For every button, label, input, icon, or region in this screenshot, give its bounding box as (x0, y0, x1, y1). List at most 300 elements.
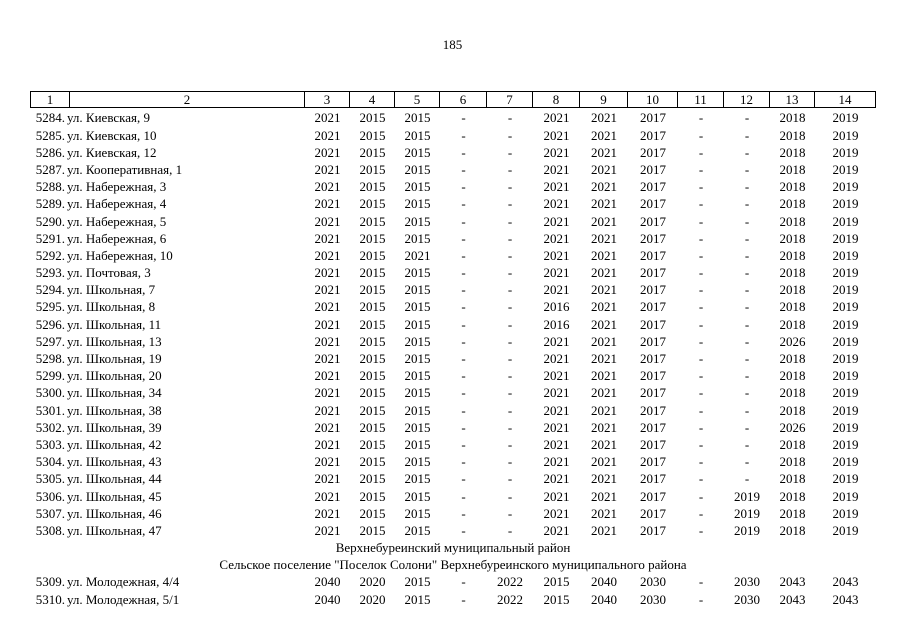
cell-col-7: - (507, 196, 513, 212)
row-address: ул. Школьная, 44 (67, 471, 162, 487)
cell-col-8: 2021 (543, 179, 570, 195)
cell-col-6: - (461, 471, 466, 487)
header-cell-col-6: 6 (440, 92, 487, 107)
cell-col-8: 2021 (543, 196, 570, 212)
cell-col-13: 2018 (779, 110, 806, 126)
cell-col-4: 2015 (359, 419, 386, 435)
row-number: 5289. (35, 196, 65, 212)
cell-col-6: - (461, 368, 466, 384)
cell-col-14: 2019 (832, 110, 859, 126)
cell-col-12: - (744, 299, 750, 315)
table-row (30, 573, 876, 590)
cell-col-11: - (698, 454, 704, 470)
row-number: 5301. (35, 402, 65, 418)
cell-col-11: - (698, 402, 704, 418)
cell-col-3: 2021 (314, 213, 341, 229)
table-row (30, 367, 876, 384)
cell-col-4: 2015 (359, 299, 386, 315)
cell-col-9: 2021 (591, 127, 617, 143)
cell-col-8: 2021 (543, 351, 570, 367)
cell-col-9: 2021 (591, 368, 617, 384)
cell-col-10: 2017 (640, 488, 666, 504)
header-cell-col-14: 14 (815, 92, 876, 107)
cell-col-9: 2021 (591, 436, 617, 452)
cell-col-13: 2018 (779, 127, 806, 143)
cell-col-11: - (698, 574, 704, 590)
cell-col-13: 2018 (779, 454, 806, 470)
cell-col-14: 2019 (832, 419, 859, 435)
cell-col-6: - (461, 385, 466, 401)
cell-col-13: 2018 (779, 213, 806, 229)
header-cell-col-8: 8 (533, 92, 580, 107)
cell-col-14: 2019 (832, 488, 859, 504)
cell-col-9: 2021 (591, 454, 617, 470)
cell-col-13: 2018 (779, 179, 806, 195)
cell-col-10: 2017 (640, 179, 666, 195)
row-number: 5295. (35, 299, 65, 315)
cell-col-6: - (461, 488, 466, 504)
cell-col-9: 2040 (591, 574, 617, 590)
cell-col-6: - (461, 316, 466, 332)
cell-col-6: - (461, 196, 466, 212)
cell-col-11: - (698, 230, 704, 246)
table-row (30, 109, 876, 126)
cell-col-9: 2021 (591, 333, 617, 349)
row-number: 5303. (35, 436, 65, 452)
cell-col-6: - (461, 402, 466, 418)
row-number: 5288. (35, 179, 65, 195)
cell-col-6: - (461, 299, 466, 315)
cell-col-3: 2021 (314, 368, 341, 384)
cell-col-14: 2019 (832, 454, 859, 470)
cell-col-11: - (698, 179, 704, 195)
row-address: ул. Молодежная, 5/1 (67, 591, 180, 607)
cell-col-8: 2021 (543, 282, 570, 298)
cell-col-3: 2021 (314, 247, 341, 263)
cell-col-5: 2015 (404, 368, 431, 384)
table-row (30, 264, 876, 281)
row-address: ул. Кооперативная, 1 (67, 161, 183, 177)
table-row (30, 453, 876, 470)
cell-col-14: 2019 (832, 436, 859, 452)
cell-col-11: - (698, 505, 704, 521)
header-cell-col-13: 13 (770, 92, 815, 107)
cell-col-9: 2021 (591, 402, 617, 418)
cell-col-14: 2019 (832, 402, 859, 418)
header-cell-col-11: 11 (678, 92, 724, 107)
cell-col-5: 2015 (404, 265, 431, 281)
cell-col-14: 2019 (832, 282, 859, 298)
row-number: 5285. (35, 127, 65, 143)
cell-col-9: 2021 (591, 110, 617, 126)
cell-col-12: 2030 (734, 591, 760, 607)
cell-col-3: 2021 (314, 402, 341, 418)
cell-col-3: 2021 (314, 110, 341, 126)
row-address: ул. Киевская, 9 (67, 110, 151, 126)
header-cell-col-2: 2 (70, 92, 305, 107)
row-address: ул. Набережная, 6 (67, 230, 167, 246)
cell-col-7: - (507, 179, 513, 195)
cell-col-5: 2015 (404, 282, 431, 298)
cell-col-9: 2021 (591, 488, 617, 504)
row-number: 5304. (35, 454, 65, 470)
cell-col-14: 2019 (832, 333, 859, 349)
cell-col-6: - (461, 110, 466, 126)
cell-col-5: 2015 (404, 230, 431, 246)
cell-col-8: 2021 (543, 144, 570, 160)
cell-col-13: 2018 (779, 282, 806, 298)
cell-col-11: - (698, 127, 704, 143)
table-row (30, 419, 876, 436)
row-number: 5307. (35, 505, 65, 521)
cell-col-7: - (507, 282, 513, 298)
cell-col-11: - (698, 213, 704, 229)
cell-col-13: 2026 (779, 333, 806, 349)
cell-col-13: 2018 (779, 161, 806, 177)
cell-col-12: - (744, 282, 750, 298)
row-number: 5310. (35, 591, 65, 607)
cell-col-5: 2015 (404, 333, 431, 349)
cell-col-4: 2015 (359, 351, 386, 367)
cell-col-10: 2017 (640, 333, 666, 349)
cell-col-13: 2018 (779, 265, 806, 281)
cell-col-13: 2018 (779, 505, 806, 521)
cell-col-12: 2019 (734, 522, 760, 538)
cell-col-14: 2019 (832, 213, 859, 229)
cell-col-10: 2017 (640, 127, 666, 143)
cell-col-8: 2021 (543, 110, 570, 126)
cell-col-14: 2019 (832, 127, 859, 143)
cell-col-3: 2021 (314, 316, 341, 332)
cell-col-12: 2019 (734, 488, 760, 504)
row-address: ул. Школьная, 11 (67, 316, 162, 332)
cell-col-10: 2017 (640, 454, 666, 470)
cell-col-5: 2015 (404, 402, 431, 418)
cell-col-7: - (507, 161, 513, 177)
cell-col-5: 2015 (404, 385, 431, 401)
table-row (30, 384, 876, 401)
cell-col-3: 2021 (314, 282, 341, 298)
cell-col-3: 2021 (314, 522, 341, 538)
table-row (30, 505, 876, 522)
cell-col-13: 2018 (779, 522, 806, 538)
cell-col-6: - (461, 213, 466, 229)
cell-col-7: - (507, 488, 513, 504)
row-address: ул. Школьная, 39 (67, 419, 162, 435)
cell-col-5: 2015 (404, 436, 431, 452)
cell-col-7: - (507, 454, 513, 470)
row-address: ул. Школьная, 43 (67, 454, 162, 470)
cell-col-14: 2019 (832, 505, 859, 521)
cell-col-5: 2015 (404, 488, 431, 504)
cell-col-11: - (698, 368, 704, 384)
table-row (30, 247, 876, 264)
cell-col-14: 2019 (832, 316, 859, 332)
row-address: ул. Молодежная, 4/4 (67, 574, 180, 590)
table-row (30, 213, 876, 230)
row-address: ул. Школьная, 47 (67, 522, 162, 538)
cell-col-4: 2015 (359, 282, 386, 298)
cell-col-4: 2015 (359, 402, 386, 418)
row-address: ул. Школьная, 8 (67, 299, 156, 315)
row-address: ул. Школьная, 20 (67, 368, 162, 384)
cell-col-5: 2015 (404, 351, 431, 367)
cell-col-12: - (744, 127, 750, 143)
cell-col-10: 2017 (640, 282, 666, 298)
cell-col-3: 2021 (314, 471, 341, 487)
cell-col-6: - (461, 127, 466, 143)
cell-col-8: 2021 (543, 436, 570, 452)
cell-col-3: 2021 (314, 488, 341, 504)
cell-col-4: 2015 (359, 196, 386, 212)
cell-col-14: 2019 (832, 196, 859, 212)
cell-col-12: - (744, 110, 750, 126)
cell-col-12: - (744, 333, 750, 349)
cell-col-13: 2018 (779, 402, 806, 418)
cell-col-13: 2026 (779, 419, 806, 435)
cell-col-10: 2017 (640, 368, 666, 384)
cell-col-5: 2015 (404, 299, 431, 315)
cell-col-4: 2015 (359, 265, 386, 281)
cell-col-7: - (507, 402, 513, 418)
cell-col-9: 2021 (591, 282, 617, 298)
table-row (30, 333, 876, 350)
cell-col-4: 2015 (359, 127, 386, 143)
cell-col-4: 2020 (359, 591, 386, 607)
cell-col-5: 2015 (404, 591, 431, 607)
cell-col-12: - (744, 179, 750, 195)
row-address: ул. Набережная, 4 (67, 196, 167, 212)
cell-col-8: 2021 (543, 471, 570, 487)
cell-col-9: 2021 (591, 247, 617, 263)
cell-col-14: 2019 (832, 385, 859, 401)
page-number: 185 (442, 37, 463, 52)
cell-col-4: 2015 (359, 505, 386, 521)
cell-col-11: - (698, 471, 704, 487)
cell-col-5: 2015 (404, 127, 431, 143)
row-address: ул. Школьная, 38 (67, 402, 162, 418)
table-row (30, 127, 876, 144)
cell-col-13: 2018 (779, 385, 806, 401)
cell-col-13: 2018 (779, 299, 806, 315)
cell-col-12: - (744, 230, 750, 246)
cell-col-13: 2018 (779, 351, 806, 367)
cell-col-3: 2021 (314, 230, 341, 246)
cell-col-3: 2021 (314, 196, 341, 212)
cell-col-6: - (461, 505, 466, 521)
cell-col-12: 2019 (734, 505, 760, 521)
cell-col-8: 2021 (543, 454, 570, 470)
cell-col-6: - (461, 230, 466, 246)
cell-col-7: 2022 (497, 574, 523, 590)
cell-col-3: 2021 (314, 454, 341, 470)
row-address: ул. Киевская, 10 (67, 127, 157, 143)
cell-col-4: 2015 (359, 110, 386, 126)
cell-col-14: 2019 (832, 179, 859, 195)
cell-col-4: 2015 (359, 247, 386, 263)
cell-col-6: - (461, 144, 466, 160)
cell-col-6: - (461, 574, 466, 590)
cell-col-10: 2017 (640, 385, 666, 401)
cell-col-8: 2015 (543, 591, 570, 607)
cell-col-7: - (507, 368, 513, 384)
cell-col-3: 2021 (314, 144, 341, 160)
table-body (30, 109, 876, 607)
row-address: ул. Школьная, 46 (67, 505, 162, 521)
section-heading: Сельское поселение "Поселок Солони" Верхнебуреинского муниципального района (219, 557, 687, 573)
cell-col-7: 2022 (497, 591, 523, 607)
cell-col-14: 2019 (832, 351, 859, 367)
cell-col-12: - (744, 368, 750, 384)
cell-col-8: 2021 (543, 522, 570, 538)
cell-col-6: - (461, 454, 466, 470)
cell-col-7: - (507, 299, 513, 315)
row-number: 5292. (35, 247, 65, 263)
header-cell-col-12: 12 (724, 92, 770, 107)
row-address: ул. Набережная, 3 (67, 179, 167, 195)
cell-col-3: 2021 (314, 436, 341, 452)
cell-col-9: 2021 (591, 179, 617, 195)
cell-col-7: - (507, 110, 513, 126)
cell-col-11: - (698, 436, 704, 452)
cell-col-10: 2017 (640, 230, 666, 246)
table-row (30, 470, 876, 487)
header-cell-col-7: 7 (487, 92, 533, 107)
cell-col-6: - (461, 265, 466, 281)
cell-col-8: 2021 (543, 402, 570, 418)
cell-col-12: - (744, 265, 750, 281)
cell-col-13: 2018 (779, 436, 806, 452)
cell-col-13: 2018 (779, 368, 806, 384)
cell-col-5: 2021 (404, 247, 431, 263)
cell-col-14: 2019 (832, 230, 859, 246)
row-number: 5294. (35, 282, 65, 298)
cell-col-10: 2017 (640, 213, 666, 229)
row-number: 5291. (35, 230, 65, 246)
row-address: ул. Школьная, 13 (67, 333, 162, 349)
header-cell-col-1: 1 (30, 92, 70, 107)
cell-col-12: 2030 (734, 574, 760, 590)
cell-col-7: - (507, 419, 513, 435)
row-number: 5302. (35, 419, 65, 435)
cell-col-12: - (744, 161, 750, 177)
cell-col-11: - (698, 333, 704, 349)
cell-col-10: 2017 (640, 471, 666, 487)
cell-col-5: 2015 (404, 179, 431, 195)
cell-col-7: - (507, 436, 513, 452)
header-cell-col-5: 5 (395, 92, 440, 107)
row-number: 5306. (35, 488, 65, 504)
cell-col-7: - (507, 265, 513, 281)
cell-col-7: - (507, 522, 513, 538)
cell-col-7: - (507, 333, 513, 349)
cell-col-10: 2017 (640, 247, 666, 263)
cell-col-13: 2018 (779, 471, 806, 487)
cell-col-9: 2021 (591, 385, 617, 401)
table-row (30, 402, 876, 419)
cell-col-9: 2021 (591, 144, 617, 160)
cell-col-4: 2015 (359, 385, 386, 401)
cell-col-5: 2015 (404, 110, 431, 126)
cell-col-6: - (461, 282, 466, 298)
cell-col-6: - (461, 351, 466, 367)
cell-col-12: - (744, 144, 750, 160)
cell-col-5: 2015 (404, 316, 431, 332)
row-number: 5309. (35, 574, 65, 590)
cell-col-7: - (507, 230, 513, 246)
cell-col-8: 2021 (543, 265, 570, 281)
cell-col-12: - (744, 351, 750, 367)
cell-col-3: 2021 (314, 351, 341, 367)
cell-col-5: 2015 (404, 505, 431, 521)
row-number: 5287. (35, 161, 65, 177)
cell-col-13: 2018 (779, 144, 806, 160)
cell-col-9: 2021 (591, 505, 617, 521)
cell-col-11: - (698, 265, 704, 281)
cell-col-3: 2021 (314, 505, 341, 521)
cell-col-11: - (698, 385, 704, 401)
cell-col-4: 2015 (359, 471, 386, 487)
table-row (30, 488, 876, 505)
cell-col-8: 2016 (543, 299, 570, 315)
cell-col-14: 2043 (832, 591, 859, 607)
row-number: 5299. (35, 368, 65, 384)
cell-col-10: 2030 (640, 591, 666, 607)
row-number: 5290. (35, 213, 65, 229)
cell-col-4: 2015 (359, 316, 386, 332)
cell-col-10: 2017 (640, 144, 666, 160)
cell-col-11: - (698, 110, 704, 126)
cell-col-12: - (744, 454, 750, 470)
cell-col-11: - (698, 196, 704, 212)
row-address: ул. Школьная, 7 (67, 282, 156, 298)
cell-col-13: 2018 (779, 488, 806, 504)
cell-col-4: 2015 (359, 161, 386, 177)
row-address: ул. Школьная, 42 (67, 436, 162, 452)
cell-col-14: 2019 (832, 299, 859, 315)
cell-col-10: 2017 (640, 351, 666, 367)
cell-col-13: 2018 (779, 247, 806, 263)
cell-col-8: 2021 (543, 230, 570, 246)
cell-col-5: 2015 (404, 144, 431, 160)
cell-col-7: - (507, 505, 513, 521)
table-row (30, 298, 876, 315)
cell-col-4: 2020 (359, 574, 386, 590)
row-number: 5284. (35, 110, 65, 126)
table-row (30, 230, 876, 247)
cell-col-8: 2021 (543, 368, 570, 384)
row-address: ул. Почтовая, 3 (67, 265, 151, 281)
cell-col-9: 2021 (591, 213, 617, 229)
cell-col-5: 2015 (404, 161, 431, 177)
cell-col-10: 2017 (640, 316, 666, 332)
cell-col-5: 2015 (404, 213, 431, 229)
cell-col-7: - (507, 471, 513, 487)
cell-col-10: 2017 (640, 402, 666, 418)
cell-col-5: 2015 (404, 419, 431, 435)
cell-col-7: - (507, 144, 513, 160)
cell-col-5: 2015 (404, 196, 431, 212)
cell-col-9: 2040 (591, 591, 617, 607)
cell-col-8: 2021 (543, 213, 570, 229)
cell-col-5: 2015 (404, 522, 431, 538)
row-address: ул. Набережная, 5 (67, 213, 167, 229)
cell-col-11: - (698, 351, 704, 367)
cell-col-5: 2015 (404, 454, 431, 470)
cell-col-8: 2021 (543, 505, 570, 521)
cell-col-7: - (507, 247, 513, 263)
cell-col-9: 2021 (591, 471, 617, 487)
